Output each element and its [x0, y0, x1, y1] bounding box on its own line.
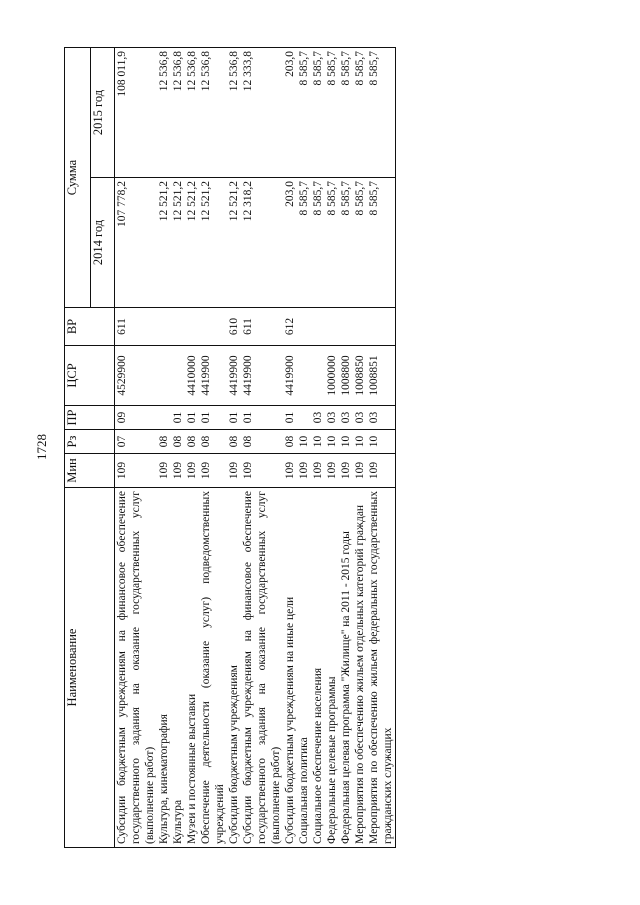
header-year-2014: 2014 год: [91, 178, 115, 308]
sum-2014-cell: 8 585,7: [339, 178, 353, 308]
name-cell: Субсидии бюджетным учреждениям: [227, 488, 241, 848]
vr-cell: 611: [115, 308, 158, 346]
min-cell: 109: [339, 454, 353, 488]
rz-cell: 08: [171, 430, 185, 454]
sum-2015-cell: 8 585,7: [311, 48, 325, 178]
vr-cell: [325, 308, 339, 346]
header-name: Наименование: [65, 488, 115, 848]
table-row: [227, 48, 241, 848]
vr-cell: 611: [241, 308, 283, 346]
rz-cell: 10: [367, 430, 396, 454]
pr-cell: 03: [311, 406, 325, 430]
vr-cell: [297, 308, 311, 346]
csr-cell: 4419900: [227, 346, 241, 406]
table-row: [171, 48, 185, 848]
sum-2014-cell: 107 778,2: [115, 178, 158, 308]
rz-cell: 10: [353, 430, 367, 454]
name-cell: Мероприятия по обеспечению жильем федеральных государственных гражданских служащих: [367, 488, 396, 848]
sum-2014-cell: 12 521,2: [157, 178, 171, 308]
sum-2015-cell: 8 585,7: [339, 48, 353, 178]
sum-2015-cell: 8 585,7: [325, 48, 339, 178]
budget-table: [64, 47, 396, 848]
min-cell: 109: [283, 454, 297, 488]
vr-cell: [157, 308, 171, 346]
pr-cell: [157, 406, 171, 430]
rz-cell: 08: [157, 430, 171, 454]
sum-2015-cell: 12 536,8: [227, 48, 241, 178]
name-cell: Субсидии бюджетным учреждениям на иные цели: [283, 488, 297, 848]
sum-2015-cell: 12 536,8: [171, 48, 185, 178]
table-row: [199, 48, 227, 848]
vr-cell: 610: [227, 308, 241, 346]
csr-cell: 4419900: [241, 346, 283, 406]
sum-2014-cell: 12 521,2: [171, 178, 185, 308]
vr-cell: [171, 308, 185, 346]
sum-2015-cell: 8 585,7: [367, 48, 396, 178]
name-cell: Музеи и постоянные выставки: [185, 488, 199, 848]
min-cell: 109: [353, 454, 367, 488]
min-cell: 109: [115, 454, 158, 488]
sum-2015-cell: 8 585,7: [353, 48, 367, 178]
table-body: [115, 48, 396, 848]
vr-cell: [199, 308, 227, 346]
sum-2015-cell: 8 585,7: [297, 48, 311, 178]
rz-cell: 08: [241, 430, 283, 454]
name-cell: Культура: [171, 488, 185, 848]
rz-cell: 08: [199, 430, 227, 454]
vr-cell: [353, 308, 367, 346]
sum-2014-cell: 8 585,7: [353, 178, 367, 308]
sum-2015-cell: 203,0: [283, 48, 297, 178]
min-cell: 109: [311, 454, 325, 488]
csr-cell: 4529900: [115, 346, 158, 406]
header-csr: ЦСР: [65, 346, 115, 406]
page-number: 1728: [34, 434, 49, 460]
header-vr: ВР: [65, 308, 115, 346]
pr-cell: [297, 406, 311, 430]
csr-cell: 1008851: [367, 346, 396, 406]
csr-cell: [311, 346, 325, 406]
min-cell: 109: [185, 454, 199, 488]
sum-2015-cell: 12 536,8: [185, 48, 199, 178]
sum-2014-cell: 8 585,7: [297, 178, 311, 308]
pr-cell: 01: [241, 406, 283, 430]
min-cell: 109: [367, 454, 396, 488]
name-cell: Субсидии бюджетным учреждениям на финансовое обеспечение государственного задания на оказание государственных услуг (выполнение работ): [241, 488, 283, 848]
rz-cell: 10: [325, 430, 339, 454]
rz-cell: 08: [283, 430, 297, 454]
table-row: [325, 48, 339, 848]
table-row: [283, 48, 297, 848]
csr-cell: [297, 346, 311, 406]
csr-cell: 4419900: [199, 346, 227, 406]
table-row: [241, 48, 283, 848]
table-row: [115, 48, 158, 848]
pr-cell: 03: [325, 406, 339, 430]
table-row: [339, 48, 353, 848]
sum-2014-cell: 12 521,2: [227, 178, 241, 308]
rz-cell: 08: [227, 430, 241, 454]
vr-cell: [339, 308, 353, 346]
sum-2014-cell: 203,0: [283, 178, 297, 308]
pr-cell: 01: [227, 406, 241, 430]
csr-cell: 1000000: [325, 346, 339, 406]
name-cell: Социальная политика: [297, 488, 311, 848]
sum-2014-cell: 12 318,2: [241, 178, 283, 308]
name-cell: Субсидии бюджетным учреждениям на финансовое обеспечение государственного задания на оказание государственных услуг (выполнение работ): [115, 488, 158, 848]
header-min: Мин: [65, 454, 115, 488]
sum-2015-cell: 12 536,8: [157, 48, 171, 178]
rz-cell: 10: [297, 430, 311, 454]
rz-cell: 10: [311, 430, 325, 454]
pr-cell: 03: [339, 406, 353, 430]
name-cell: Культура, кинематография: [157, 488, 171, 848]
sum-2014-cell: 12 521,2: [185, 178, 199, 308]
sum-2014-cell: 8 585,7: [311, 178, 325, 308]
name-cell: Обеспечение деятельности (оказание услуг) подведомственных учреждений: [199, 488, 227, 848]
name-cell: Федеральная целевая программа "Жилище" на 2011 - 2015 годы: [339, 488, 353, 848]
vr-cell: 612: [283, 308, 297, 346]
table-row: [311, 48, 325, 848]
min-cell: 109: [297, 454, 311, 488]
header-rz: Рз: [65, 430, 115, 454]
csr-cell: 4419900: [283, 346, 297, 406]
header-pr: ПР: [65, 406, 115, 430]
pr-cell: 09: [115, 406, 158, 430]
min-cell: 109: [199, 454, 227, 488]
sum-2015-cell: 12 536,8: [199, 48, 227, 178]
name-cell: Социальное обеспечение населения: [311, 488, 325, 848]
pr-cell: 01: [199, 406, 227, 430]
vr-cell: [311, 308, 325, 346]
pr-cell: 01: [171, 406, 185, 430]
pr-cell: 01: [283, 406, 297, 430]
csr-cell: 4410000: [185, 346, 199, 406]
min-cell: 109: [325, 454, 339, 488]
table-row: [157, 48, 171, 848]
csr-cell: [171, 346, 185, 406]
name-cell: Мероприятия по обеспечению жильем отдельных категорий граждан: [353, 488, 367, 848]
sum-2014-cell: 12 521,2: [199, 178, 227, 308]
pr-cell: 03: [367, 406, 396, 430]
header-year-2015: 2015 год: [91, 48, 115, 178]
min-cell: 109: [227, 454, 241, 488]
pr-cell: 03: [353, 406, 367, 430]
rz-cell: 10: [339, 430, 353, 454]
name-cell: Федеральные целевые программы: [325, 488, 339, 848]
min-cell: 109: [241, 454, 283, 488]
csr-cell: [157, 346, 171, 406]
pr-cell: 01: [185, 406, 199, 430]
rz-cell: 07: [115, 430, 158, 454]
table-row: [185, 48, 199, 848]
rz-cell: 08: [185, 430, 199, 454]
min-cell: 109: [171, 454, 185, 488]
vr-cell: [185, 308, 199, 346]
sum-2015-cell: 12 333,8: [241, 48, 283, 178]
sum-2015-cell: 108 011,9: [115, 48, 158, 178]
rotated-page-content: [64, 48, 634, 848]
sum-2014-cell: 8 585,7: [367, 178, 396, 308]
csr-cell: 1008850: [353, 346, 367, 406]
sum-2014-cell: 8 585,7: [325, 178, 339, 308]
min-cell: 109: [157, 454, 171, 488]
table-row: [297, 48, 311, 848]
csr-cell: 1008800: [339, 346, 353, 406]
header-sum: Сумма: [65, 48, 91, 308]
table-row: [353, 48, 367, 848]
vr-cell: [367, 308, 396, 346]
table-row: [367, 48, 396, 848]
